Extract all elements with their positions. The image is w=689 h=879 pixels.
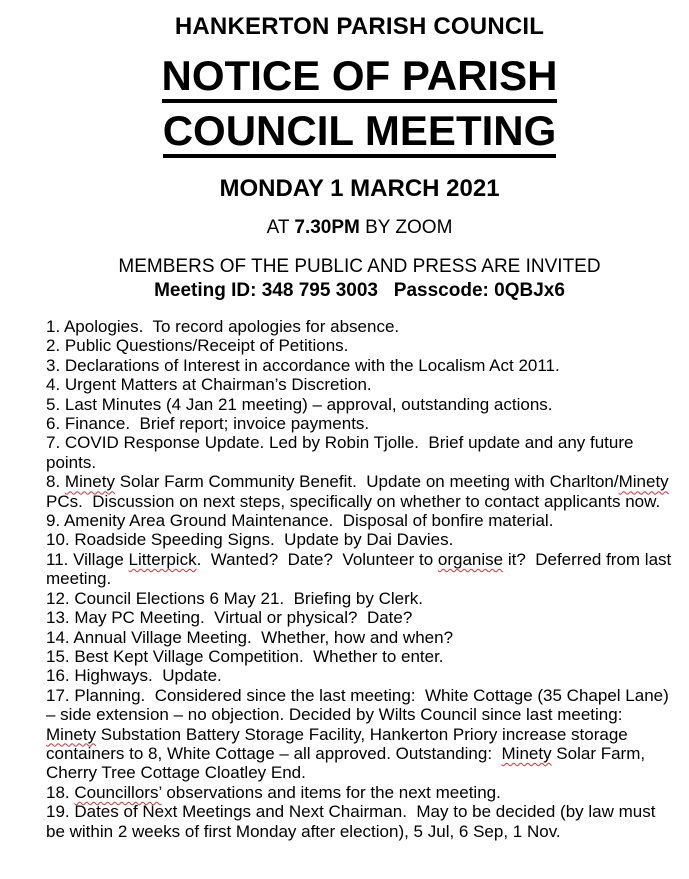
text-run: . Wanted? Date? Volunteer to: [196, 549, 438, 569]
text-run: BY ZOOM: [359, 217, 453, 238]
text-run: it? Deferred from last meeting.: [46, 549, 676, 589]
misspelled-word: Litterpick: [128, 549, 197, 569]
agenda-item: [46, 511, 673, 530]
text-run: 13. May PC Meeting. Virtual or physical? Date?: [46, 608, 413, 628]
misspelled-word: Councillors’: [74, 782, 162, 802]
meeting-id-passcode: Meeting ID: 348 795 3003 Passcode: 0QBJx6: [154, 280, 565, 301]
text-run: 9. Amenity Area Ground Maintenance. Disposal of bonfire material.: [46, 511, 554, 531]
invite-line: MEMBERS OF THE PUBLIC AND PRESS ARE INVITED: [118, 256, 601, 277]
text-run: 18.: [46, 782, 75, 802]
text-run: 11. Village: [46, 549, 129, 569]
agenda-item: [46, 375, 673, 394]
agenda-item: [46, 530, 673, 549]
agenda-item: [46, 356, 673, 375]
notice-title-line-1: [46, 52, 673, 103]
text-run: Solar Farm, Cherry Tree Cottage Cloatley End.: [46, 743, 650, 783]
text-run: observations and items for the next meeting.: [161, 782, 501, 802]
meeting-date: MONDAY 1 MARCH 2021: [219, 175, 500, 202]
text-run: 7. COVID Response Update. Led by Robin Tjolle. Brief update and any future points.: [46, 433, 639, 472]
agenda-item: [46, 608, 673, 627]
misspelled-word: Minety: [501, 743, 552, 763]
text-run: 8.: [46, 472, 65, 492]
text-run: 16. Highways. Update.: [46, 666, 222, 686]
misspelled-word: Minety: [64, 472, 115, 492]
agenda-item: [46, 802, 673, 841]
meeting-time: [46, 217, 673, 239]
agenda-item: [46, 647, 673, 666]
text-run: 5. Last Minutes (4 Jan 21 meeting) – approval, outstanding actions.: [46, 394, 553, 414]
notice-title: [46, 52, 673, 158]
agenda-item: [46, 666, 673, 685]
text-run: AT: [266, 217, 295, 238]
text-run: 3. Declarations of Interest in accordance with the Localism Act 2011.: [46, 355, 560, 375]
notice-title-line-1-text: NOTICE OF PARISH: [162, 55, 558, 103]
text-run: 4. Urgent Matters at Chairman’s Discretion.: [46, 375, 372, 395]
misspelled-word: Minety: [46, 724, 97, 744]
agenda-item: [46, 628, 673, 647]
agenda-item: [46, 395, 673, 414]
text-run: Solar Farm Community Benefit. Update on meeting with Charlton/: [114, 472, 619, 492]
text-run: PCs. Discussion on next steps, specifically on whether to contact applicants now.: [46, 472, 674, 511]
text-run: 12. Council Elections 6 May 21. Briefing by Clerk.: [46, 588, 424, 608]
agenda-item: [46, 589, 673, 608]
agenda-item: [46, 472, 673, 511]
document-content: [46, 0, 676, 841]
agenda-item: [46, 549, 676, 589]
agenda-item: [46, 414, 673, 433]
misspelled-word: Minety: [618, 472, 669, 492]
misspelled-word: organise: [437, 549, 504, 569]
text-run: 17. Planning. Considered since the last meeting: White Cottage (35 Chapel Lane) – side extension – no objection. Decided by Wilts Council since last meeting:: [46, 685, 674, 725]
agenda-item: [46, 336, 673, 355]
agenda-list: [46, 317, 676, 841]
text-run: 14. Annual Village Meeting. Whether, how and when?: [46, 627, 454, 647]
notice-title-line-2-text: COUNCIL MEETING: [163, 110, 557, 158]
text-run: 1. Apologies. To record apologies for absence.: [46, 317, 400, 336]
text-run: 10. Roadside Speeding Signs. Update by Dai Davies.: [46, 530, 454, 550]
text-run: 15. Best Kept Village Competition. Whether to enter.: [46, 646, 444, 666]
notice-title-line-2: [46, 107, 673, 158]
text-run: Substation Battery Storage Facility, Hankerton Priory increase storage containers to 8, White Cottage – all approved. Outstanding:: [46, 724, 633, 763]
text-run: 19. Dates of Next Meetings and Next Chairman. May to be decided (by law must be within 2 weeks of first Monday after election), 5 Jul, 6 Sep, 1 Nov.: [46, 802, 661, 841]
agenda-item: [46, 686, 673, 783]
text-run: 6. Finance. Brief report; invoice payments.: [46, 414, 370, 434]
text-run: 2. Public Questions/Receipt of Petitions.: [46, 336, 349, 356]
agenda-item: [46, 783, 673, 802]
council-name: HANKERTON PARISH COUNCIL: [174, 13, 545, 40]
agenda-item: [46, 433, 673, 472]
agenda-item: [46, 317, 673, 336]
text-run: 7.30PM: [294, 217, 360, 238]
